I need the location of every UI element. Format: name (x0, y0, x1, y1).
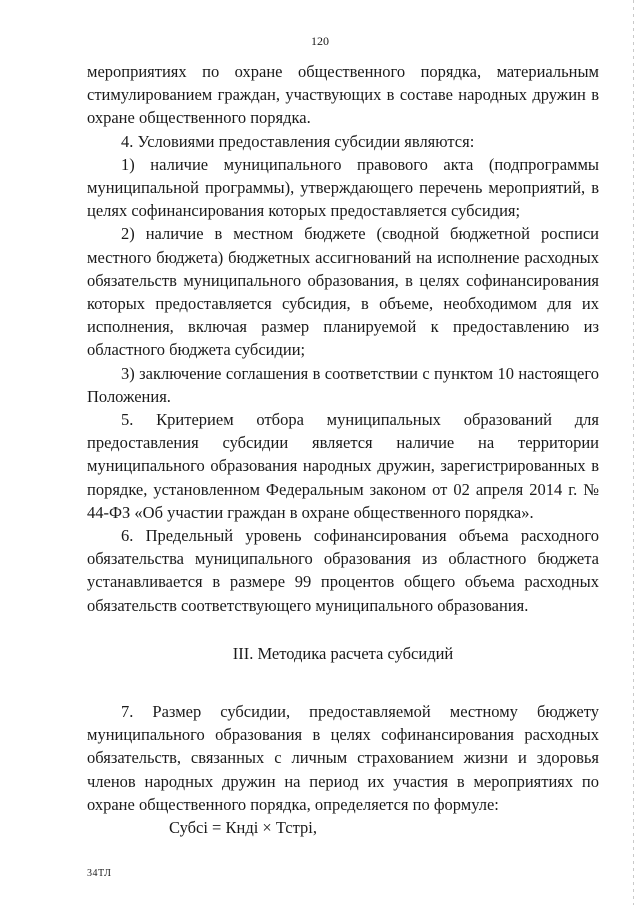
paragraph-item-6: 6. Предельный уровень софинансирования объема расходного обязательства муниципального образования из областного бюджета устанавливается в размере 99 процентов общего объема расходных обязательств соответствующего муниципального образования. (87, 526, 599, 615)
section-heading: III. Методика расчета субсидий (232, 643, 454, 663)
paragraph-condition-1: 1) наличие муниципального правового акта (подпрограммы муниципальной программы), утверждающего перечень мероприятий, в целях софинансирования которых предоставляется субсидия; (87, 154, 599, 221)
paragraph-item-4: 4. Условиями предоставления субсидии являются: (121, 131, 475, 151)
paragraph-continuation: мероприятиях по охране общественного порядка, материальным стимулированием граждан, участвующих в составе народных дружин в охране общественного порядка. (87, 62, 599, 128)
paragraph-condition-2: 2) наличие в местном бюджете (сводной бюджетной росписи местного бюджета) бюджетных ассигнований на исполнение расходных обязательств муниципального образования, в целях софинансирования которых предоставляется субсидия, в объеме, необходимом для их исполнения, включая размер планируемой к предоставлению из областного бюджета субсидии; (87, 224, 599, 360)
document-body (87, 60, 599, 839)
paragraph-item-7: 7. Размер субсидии, предоставляемой местному бюджету муниципального образования в целях софинансирования расходных обязательств, связанных с личным страхованием жизни и здоровья членов народных дружин на период их участия в мероприятиях по охране общественного порядка, определяется по формуле: (87, 702, 599, 814)
paragraph-item-5: 5. Критерием отбора муниципальных образований для предоставления субсидии является наличие на территории муниципального образования народных дружин, зарегистрированных в порядке, установленном Федеральным законом от 02 апреля 2014 г. № 44-ФЗ «Об участии граждан в охране общественного порядка». (87, 410, 599, 522)
paragraph-condition-3: 3) заключение соглашения в соответствии с пунктом 10 настоящего Положения. (87, 363, 599, 406)
scan-edge-line (633, 0, 634, 905)
formula: Субсi = Кндi × Тстрi, (169, 818, 318, 838)
footer-code: 34ТЛ (87, 868, 112, 879)
page-number: 120 (311, 34, 329, 48)
